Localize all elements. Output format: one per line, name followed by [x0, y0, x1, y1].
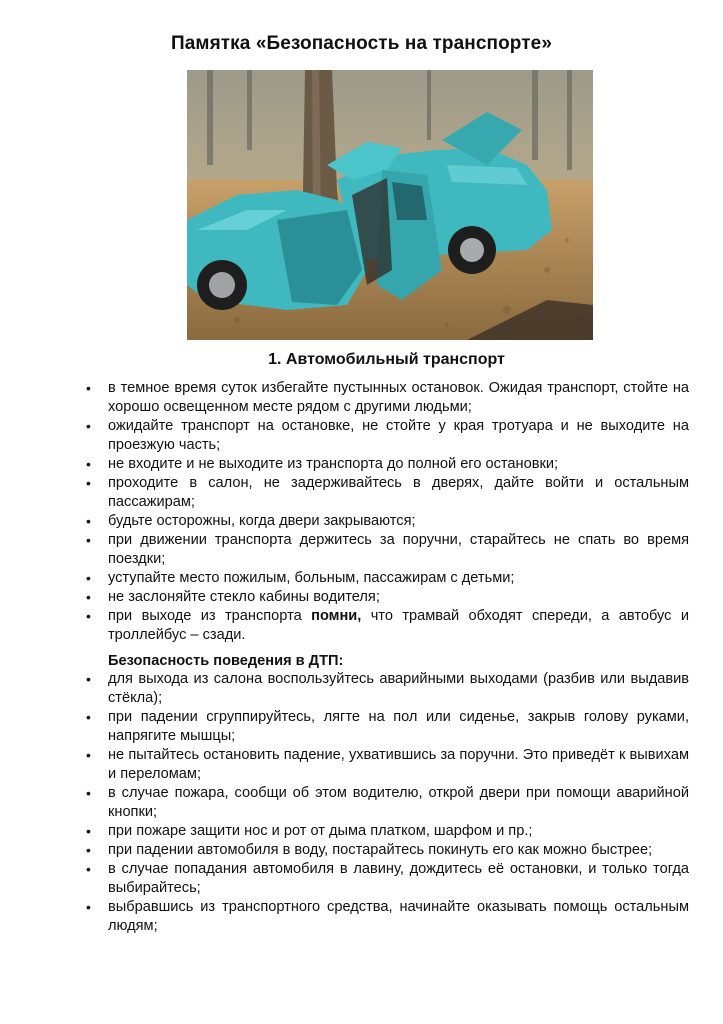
list-item: • в темное время суток избегайте пустынных остановок. Ожидая транспорт, стойте на хорошо освещенном месте рядом с другими людьми; [86, 380, 689, 415]
list-item: • при движении транспорта держитесь за поручни, старайтесь не спать во время поездки; [86, 532, 689, 567]
list-item: • при падении автомобиля в воду, постарайтесь покинуть его как можно быстрее; [86, 842, 653, 858]
bold-emphasis: помни, [311, 608, 362, 624]
list-item: • будьте осторожны, когда двери закрываются; [86, 513, 416, 529]
list-item: • при выходе из транспорта помни, что трамвай обходят спереди, а автобус и троллейбус – сзади. [86, 608, 689, 643]
bullet-icon: • [86, 899, 91, 915]
bullet-icon: • [86, 842, 91, 858]
list-item: • в случае попадания автомобиля в лавину, дождитесь её остановки, и только тогда выбирайтесь; [86, 861, 689, 896]
section-heading-dtp: Безопасность поведения в ДТП: [108, 653, 344, 669]
list-item: • ожидайте транспорт на остановке, не стойте у края тротуара и не выходите на проезжую часть; [86, 418, 689, 453]
bullet-icon: • [86, 747, 91, 763]
automobile-rules-list [0, 379, 723, 645]
bullet-icon: • [86, 532, 91, 548]
bullet-icon: • [86, 418, 91, 434]
bullet-icon: • [86, 475, 91, 491]
bullet-icon: • [86, 709, 91, 725]
list-item: • не заслоняйте стекло кабины водителя; [86, 589, 380, 605]
bullet-icon: • [86, 785, 91, 801]
bullet-icon: • [86, 570, 91, 586]
list-item: • при падении сгруппируйтесь, лягте на пол или сиденье, закрыв голову руками, напрягите мышцы; [86, 709, 689, 744]
car-crash-photo [187, 70, 593, 340]
bullet-icon: • [86, 456, 91, 472]
bullet-icon: • [86, 608, 91, 624]
dtp-rules-list [0, 670, 723, 936]
bullet-icon: • [86, 861, 91, 877]
list-item: • уступайте место пожилым, больным, пассажирам с детьми; [86, 570, 515, 586]
list-item: • в случае пожара, сообщи об этом водителю, открой двери при помощи аварийной кнопки; [86, 785, 689, 820]
page-title: Памятка «Безопасность на транспорте» [171, 33, 552, 54]
list-item: • проходите в салон, не задерживайтесь в дверях, дайте войти и остальным пассажирам; [86, 475, 689, 510]
bullet-icon: • [86, 513, 91, 529]
list-item: • для выхода из салона воспользуйтесь аварийными выходами (разбив или выдавив стёкла); [86, 671, 689, 706]
list-item: • не пытайтесь остановить падение, ухватившись за поручни. Это приведёт к вывихам и переломам; [86, 747, 689, 782]
bullet-icon: • [86, 671, 91, 687]
bullet-icon: • [86, 380, 91, 396]
list-item: • не входите и не выходите из транспорта до полной его остановки; [86, 456, 559, 472]
section-heading-automobile: 1. Автомобильный транспорт [268, 351, 505, 368]
bullet-icon: • [86, 823, 91, 839]
list-item: • выбравшись из транспортного средства, начинайте оказывать помощь остальным людям; [86, 899, 689, 934]
bullet-icon: • [86, 589, 91, 605]
list-item: • при пожаре защити нос и рот от дыма платком, шарфом и пр.; [86, 823, 533, 839]
